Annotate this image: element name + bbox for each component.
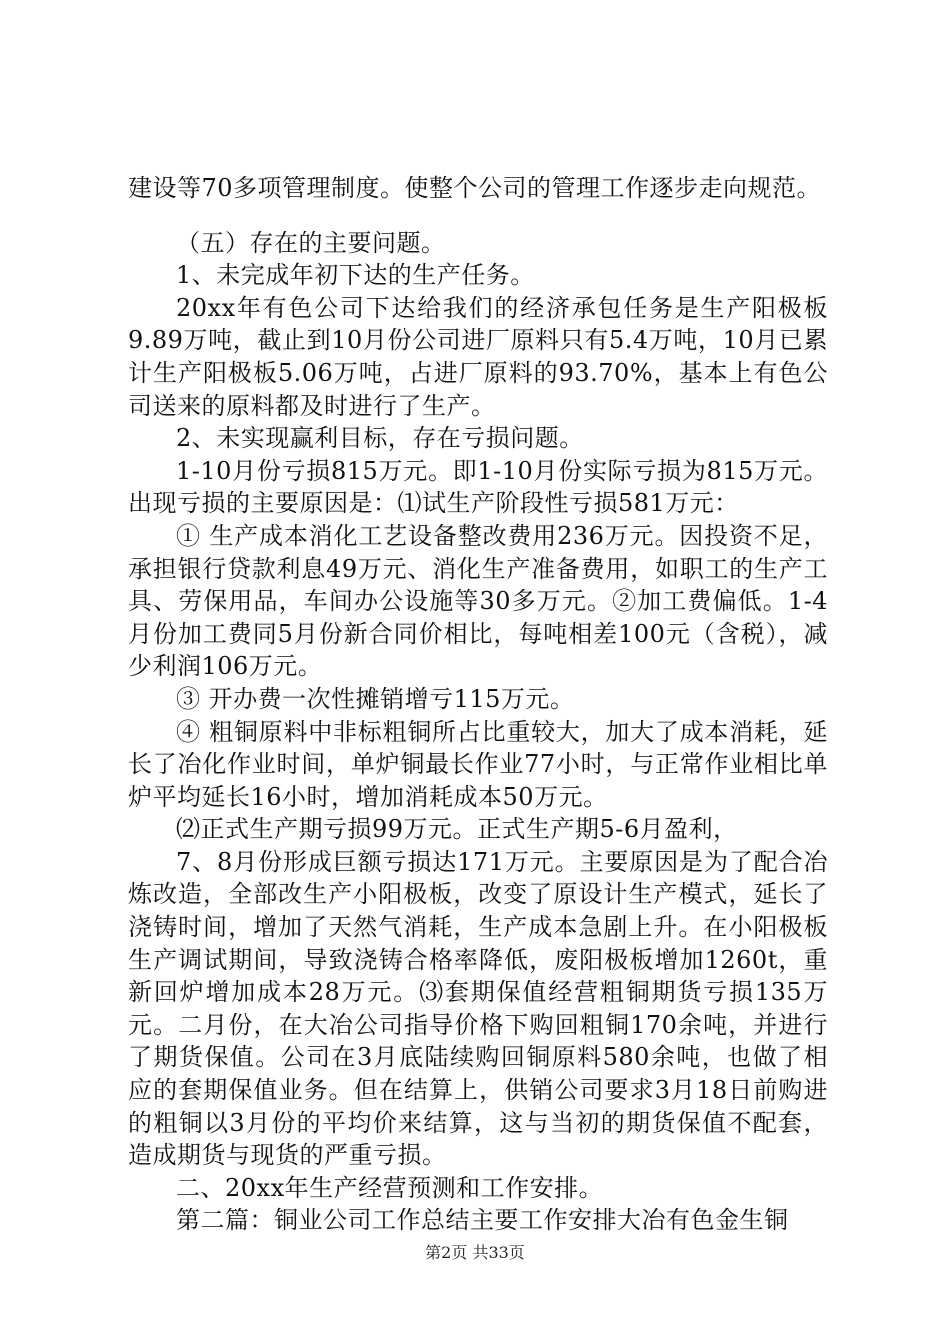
paragraph-second-article-title: 第二篇：铜业公司工作总结主要工作安排大冶有色金生铜 bbox=[176, 1206, 789, 1235]
subheading-profit-target: 2、未实现赢利目标，存在亏损问题。 bbox=[176, 424, 584, 453]
paragraph-loss-item-1: ① 生产成本消化工艺设备整改费用236万元。因投资不足，承担银行贷款利息49万元、消化生产准备费用，如职工的生产工具、劳保用品，车间办公设施等30多万元。②加工费偏低。1-4月份加工费同5月份新合同价相比，每吨相差100元（含税），减少利润106万元。 bbox=[128, 521, 828, 681]
paragraph-continuation: 建设等70多项管理制度。使整个公司的管理工作逐步走向规范。 bbox=[128, 174, 822, 202]
paragraph-formal-production-loss: ⑵正式生产期亏损99万元。正式生产期5-6月盈利， bbox=[176, 815, 738, 844]
paragraph-production-task: 20xx年有色公司下达给我们的经济承包任务是生产阳极板9.89万吨，截止到10月份公司进厂原料只有5.4万吨，10月已累计生产阳极板5.06万吨，占进厂原料的93.70%，基本上有色公司送来的原料都及时进行了生产。 bbox=[128, 293, 828, 420]
paragraph-loss-item-3: ③ 开办费一次性摊销增亏115万元。 bbox=[176, 684, 575, 713]
paragraph-loss-summary: 1-10月份亏损815万元。即1-10月份实际亏损为815万元。出现亏损的主要原因是：⑴试生产阶段性亏损581万元： bbox=[128, 456, 828, 518]
paragraph-july-august-loss: 7、8月份形成巨额亏损达171万元。主要原因是为了配合冶炼改造，全部改生产小阳极板，改变了原设计生产模式，延长了浇铸时间，增加了天然气消耗，生产成本急剧上升。在小阳极板生产调试期间，导致浇铸合格率降低，废阳极板增加1260t，重新回炉增加成本28万元。⑶套期保值经营粗铜期货亏损135万元。二月份，在大冶公司指导价格下购回粗铜170余吨，并进行了期货保值。公司在3月底陆续购回铜原料580余吨，也做了相应的套期保值业务。但在结算上，供销公司要求3月18日前购进的粗铜以3月份的平均价来结算，这与当初的期货保值不配套，造成期货与现货的严重亏损。 bbox=[128, 847, 828, 1170]
document-body bbox=[128, 172, 828, 1237]
paragraph-loss-item-4: ④ 粗铜原料中非标粗铜所占比重较大，加大了成本消耗，延长了冶化作业时间，单炉铜最长作业77小时，与正常作业相比单炉平均延长16小时，增加消耗成本50万元。 bbox=[128, 717, 828, 811]
section-heading-forecast: 二、20xx年生产经营预测和工作安排。 bbox=[176, 1173, 604, 1202]
section-heading-issues: （五）存在的主要问题。 bbox=[176, 228, 446, 257]
subheading-production-task: 1、未完成年初下达的生产任务。 bbox=[176, 261, 535, 290]
page-footer: 第2页 共33页 bbox=[425, 1243, 525, 1262]
